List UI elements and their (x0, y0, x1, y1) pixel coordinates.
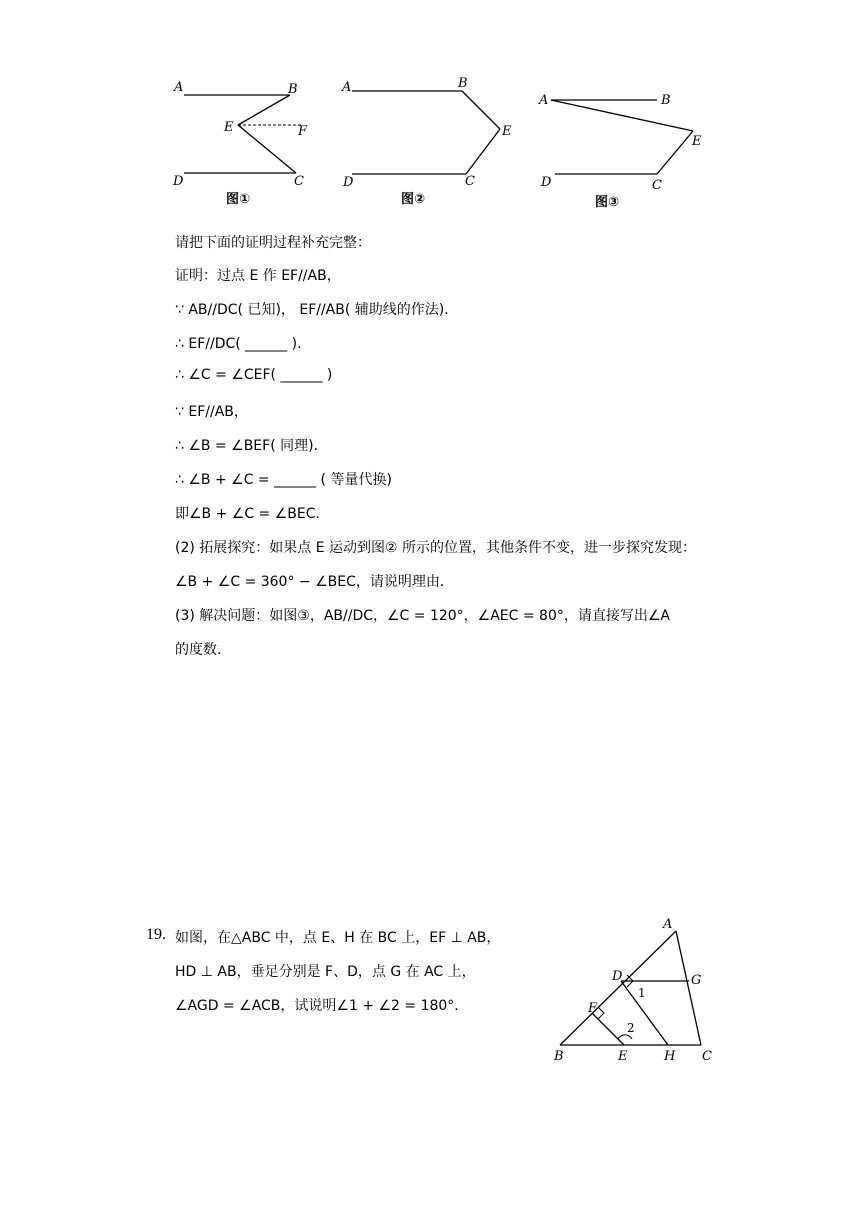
q19-line-3: ∠AGD = ∠ACB，试说明∠1 + ∠2 = 180°． (175, 998, 469, 1014)
q19-line-1: 如图，在△ABC 中，点 E、H 在 BC 上，EF ⊥ AB， (175, 930, 501, 946)
fig1-label-c: C (294, 174, 304, 189)
q19-label-h: H (664, 1049, 676, 1064)
fig1-label-e: E (224, 120, 234, 135)
q19-label-f: F (588, 1001, 598, 1016)
figure-3 (535, 75, 715, 209)
figure-1-caption: 图① (226, 192, 251, 207)
figure-2 (338, 75, 528, 209)
q19-line-2: HD ⊥ AB，垂足分别是 F、D，点 G 在 AC 上， (175, 964, 476, 980)
fig1-label-d: D (173, 174, 184, 189)
fig3-label-c: C (652, 178, 662, 193)
fig1-label-b: B (288, 82, 298, 97)
q19-label-c: C (702, 1049, 712, 1064)
fig1-label-a: A (174, 80, 184, 95)
q19-label-e: E (618, 1049, 628, 1064)
part3-line-2: 的度数． (175, 642, 231, 658)
proof-line-5: ∴ ∠C = ∠CEF( ______ ) (175, 367, 333, 383)
fig2-label-b: B (458, 76, 468, 91)
q19-angle-2: 2 (627, 1021, 635, 1035)
fig1-label-f: F (298, 124, 308, 139)
proof-line-9: 即∠B + ∠C = ∠BEC． (175, 506, 330, 522)
fig2-label-c: C (465, 174, 475, 189)
part3-line-1: (3) 解决问题：如图③，AB//DC，∠C = 120°，∠AEC = 80°，请直接写出∠A (175, 608, 671, 624)
proof-line-7: ∴ ∠B = ∠BEF( 同理)． (175, 438, 328, 454)
figure-3-caption: 图③ (595, 195, 620, 210)
proof-line-4: ∴ EF//DC( ______ )． (175, 336, 312, 352)
q19-label-d: D (612, 969, 623, 984)
figure-2-diagram (338, 75, 528, 205)
fig3-label-e: E (692, 134, 702, 149)
figure-3-diagram (535, 75, 715, 205)
fig3-label-b: B (661, 93, 671, 108)
figure-2-caption: 图② (401, 192, 426, 207)
proof-line-8: ∴ ∠B + ∠C = ______ ( 等量代换) (175, 472, 392, 488)
fig2-label-d: D (343, 175, 354, 190)
fig2-label-a: A (342, 80, 352, 95)
fig3-label-d: D (541, 175, 552, 190)
q19-figure (548, 908, 728, 1072)
part2-line-1: (2) 拓展探究：如果点 E 运动到图② 所示的位置，其他条件不变，进一步探究发现： (175, 540, 697, 556)
q19-angle-1: 1 (638, 986, 646, 1000)
q19-label-a: A (663, 917, 673, 932)
proof-line-2: 证明：过点 E 作 EF//AB， (175, 268, 341, 284)
q19-label-g: G (691, 973, 702, 988)
fig2-label-e: E (502, 124, 512, 139)
q19-label-b: B (554, 1049, 564, 1064)
fig3-label-a: A (539, 93, 549, 108)
question-number: 19. (146, 926, 166, 943)
proof-line-6: ∵ EF//AB， (175, 404, 248, 420)
proof-line-1: 请把下面的证明过程补充完整： (175, 235, 371, 251)
part2-line-2: ∠B + ∠C = 360° − ∠BEC，请说明理由． (175, 574, 454, 590)
proof-line-3: ∵ AB//DC( 已知)， EF//AB( 辅助线的作法)． (175, 302, 459, 318)
q19-triangle-diagram (548, 908, 728, 1068)
figure-1-diagram (170, 75, 320, 205)
